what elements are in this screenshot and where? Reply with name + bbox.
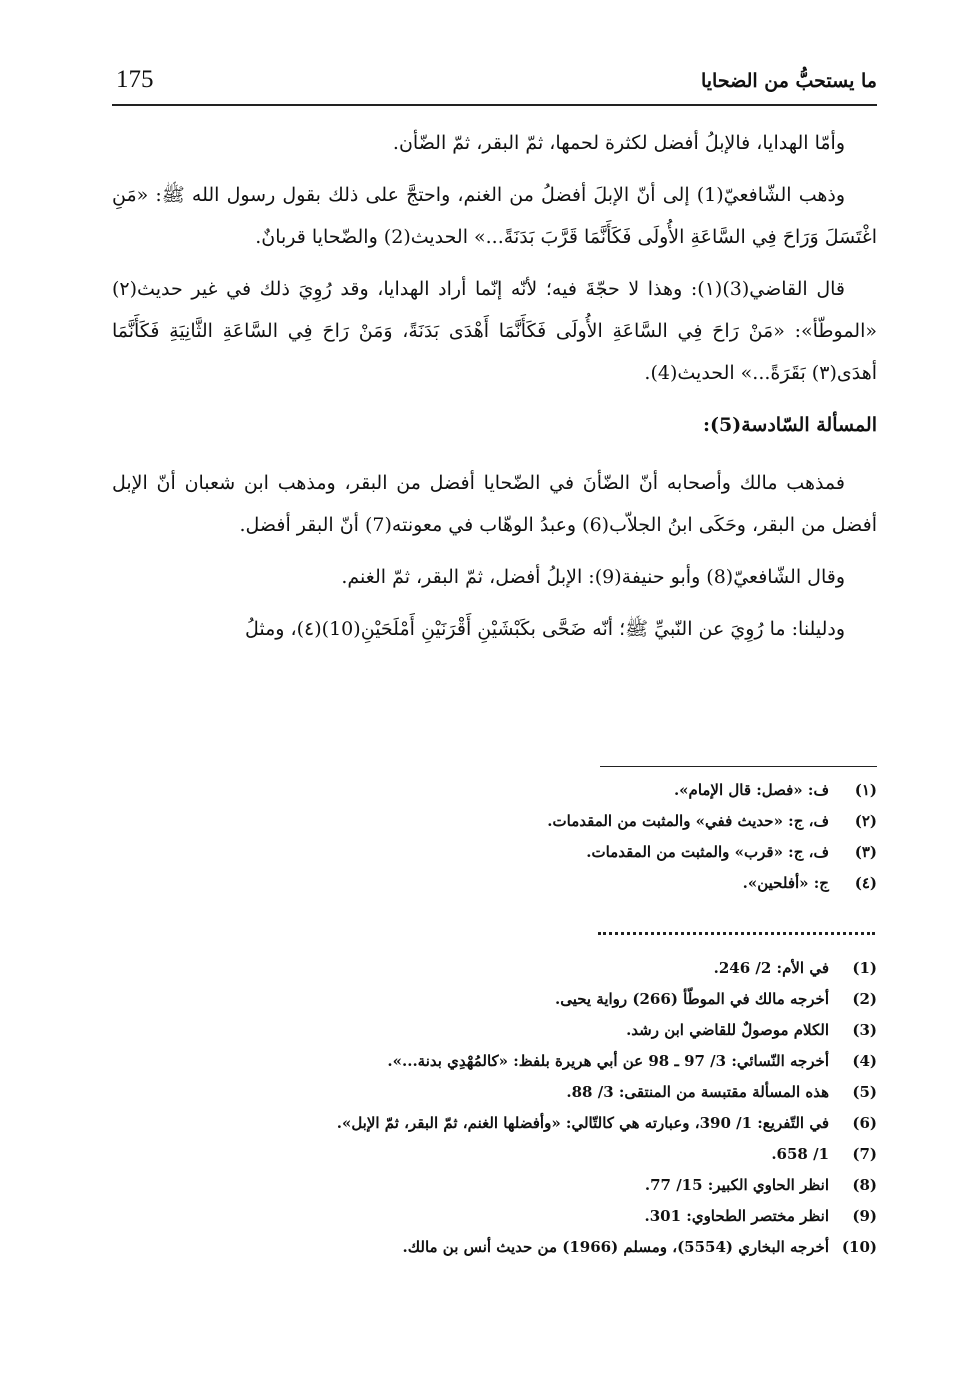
footnote-item [112,1139,877,1170]
footnote-text: ج: «أفلحين». [742,874,829,892]
footnote-text: انظر الحاوي الكبير: 15/ 77. [644,1176,829,1194]
footnote-text: في الأم: 2/ 246. [713,959,829,977]
footnote-number: (6) [852,1114,877,1132]
footnote-item [112,1046,877,1077]
paragraph-3: قال القاضي(3)(١): وهذا لا حجّةَ فيه؛ لأنّه إنّما أراد الهدايا، وقد رُوِيَ ذلك في غير حديث(٢) «الموطّأ»: «مَنْ رَاحَ فِي السَّاعَةِ الأُولَى فَكَأَنَّمَا أَهْدَى بَدَنَةً، وَمَنْ رَاحَ فِي السَّاعَةِ الثَّانِيَةِ فَكَأَنَّمَا أهدَى(٣) بَقَرَةً...» الحديث(4). [112,278,877,384]
footnote-number: (1) [852,959,877,977]
paragraph-1: وأمّا الهدايا، فالإبلُ أفضل لكثرة لحمها، ثمّ البقر، ثمّ الضّأن. [392,132,845,154]
source-footnotes [112,953,877,1263]
main-text [112,122,877,660]
footnote-item [112,984,877,1015]
footnote-text: في التّفريع: 1/ 390، وعبارته هي كالتّالي: «وأفضلها الغنم، ثمّ البقر، ثمّ الإبل». [336,1114,829,1132]
footnote-item [112,775,877,806]
footnote-item [112,1170,877,1201]
footnote-text: الكلام موصولٌ للقاضي ابن رشد. [626,1021,829,1039]
footnote-text: ف: «فصل: قال الإمام». [673,781,829,799]
footnote-text: انظر مختصر الطحاوي: 301. [644,1207,829,1225]
footnote-number: (5) [852,1083,877,1101]
footnote-number: (٤) [854,874,877,892]
footnote-item [112,1015,877,1046]
footnote-item [112,868,877,899]
footnote-item [112,1108,877,1139]
footnote-text: أخرجه مالك في الموطّأ (266) رواية يحيى. [554,990,829,1008]
footnote-text: هذه المسألة مقتبسة من المنتقى: 3/ 88. [566,1083,829,1101]
footnote-number: (١) [854,781,877,799]
footnote-number: (3) [852,1021,877,1039]
footnote-text: ف، ج: «حديث ففي» والمثبت من المقدمات. [547,812,829,830]
footnote-number: (9) [852,1207,877,1225]
footnote-item [112,837,877,868]
footnote-item [112,1077,877,1108]
footnote-item [112,953,877,984]
footnote-text: ف، ج: «قرب» والمثبت من المقدمات. [586,843,829,861]
paragraph-6: ودليلنا: ما رُوِيَ عن النّبيِّ ﷺ؛ أنّه ضَحَّى بكَبْشَيْنِ أَقْرَنَيْنِ أَمْلَحَيْنِ(10)(٤)، ومثلُ [244,618,845,640]
footnote-number: (2) [852,990,877,1008]
footnote-text: 1/ 658. [771,1145,829,1163]
section-heading: المسألة السّادسة(5): [703,414,877,436]
footnote-item [112,806,877,837]
dotted-separator [598,932,875,935]
footnote-text: أخرجه النّسائي: 3/ 97 ـ 98 عن أبي هريرة بلفظ: «كالمُهْدِي بدنة...». [387,1052,829,1070]
footnote-number: (10) [841,1238,877,1256]
footnote-text: أخرجه البخاري (5554)، ومسلم (1966) من حديث أنس بن مالك. [402,1238,829,1256]
paragraph-4: فمذهب مالك وأصحابه أنّ الضّأنَ في الضّحايا أفضل من البقر، ومذهب ابن شعبان أنّ الإبل أفضل من البقر، وحَكَى ابنُ الجلاّب(6) وعبدُ الوهّاب في معونته(7) أنّ البقر أفضل. [112,472,877,536]
page-header [112,64,877,106]
footnote-rule [600,766,877,767]
footnote-number: (٢) [854,812,877,830]
footnote-number: (٣) [854,843,877,861]
paragraph-2: وذهب الشّافعيّ(1) إلى أنّ الإبلَ أفضلُ من الغنم، واحتجَّ على ذلك بقول رسول الله ﷺ: «مَنِ اغْتَسَلَ وَرَاحَ فِي السَّاعَةِ الأُولَى فَكَأَنَّمَا قَرَّبَ بَدَنَةً...» الحديث(2) والضّحايا قربانٌ. [112,184,877,248]
paragraph-5: وقال الشّافعيّ(8) وأبو حنيفة(9): الإبلُ أفضل، ثمّ البقر، ثمّ الغنم. [341,566,845,588]
footnote-item [112,1201,877,1232]
footnote-item [112,1232,877,1263]
variant-footnotes [112,775,877,899]
footnote-number: (8) [852,1176,877,1194]
page-number: 175 [116,66,154,93]
running-title: ما يستحبُّ من الضحايا [700,70,877,92]
footnote-number: (4) [852,1052,877,1070]
footnote-number: (7) [852,1145,877,1163]
